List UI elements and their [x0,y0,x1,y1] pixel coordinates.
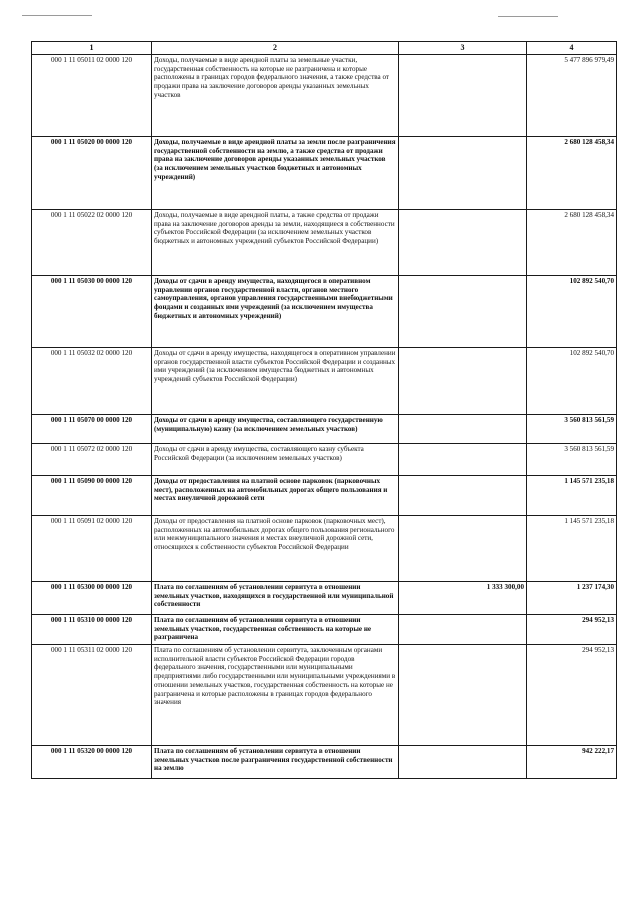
scan-artifact [498,16,558,17]
amount-col3 [399,55,527,137]
amount-col4: 2 680 128 458,34 [527,137,617,210]
scan-artifact [22,15,92,16]
amount-col3 [399,348,527,415]
amount-col3 [399,615,527,645]
revenue-code: 000 1 11 05310 00 0000 120 [32,615,152,645]
revenue-code: 000 1 11 05072 02 0000 120 [32,444,152,476]
table-header-row [32,42,617,55]
revenue-code: 000 1 11 05300 00 0000 120 [32,582,152,615]
table-row [32,137,617,210]
table-row [32,516,617,582]
revenue-code: 000 1 11 05020 00 0000 120 [32,137,152,210]
table-row [32,276,617,348]
amount-col4: 3 560 813 561,59 [527,444,617,476]
amount-col4: 294 952,13 [527,615,617,645]
revenue-code: 000 1 11 05090 00 0000 120 [32,476,152,516]
table-row [32,55,617,137]
revenue-name: Плата по соглашениям об установлении сервитута в отношении земельных участков, находящихся в государственной или муниципальной собственности [152,582,399,615]
amount-col3 [399,210,527,276]
table-row [32,645,617,746]
revenue-name: Доходы, получаемые в виде арендной платы за земельные участки, государственная собственность на которые не разграничена и которые расположены в границах городов федерального значения, а также средства от продажи права на заключение договоров аренды указанных земельных участков [152,55,399,137]
revenue-name: Плата по соглашениям об установлении сервитута, заключенным органами исполнительной власти субъектов Российской Федерации городов федерального значения, государственными или муниципальными предприятиями либо государственными или муниципальными учреждениями в отношении земельных участков, государственная собственность на которые не разграничена и которые расположены в границах городов федерального значения [152,645,399,746]
amount-col4: 1 145 571 235,18 [527,476,617,516]
header-col-3: 3 [399,42,527,55]
revenue-table [31,41,617,779]
table-row [32,746,617,779]
revenue-name: Доходы от предоставления на платной основе парковок (парковочных мест), расположенных на автомобильных дорогах общего пользования и местах внеуличной дорожной сети [152,476,399,516]
revenue-code: 000 1 11 05070 00 0000 120 [32,415,152,444]
table-row [32,210,617,276]
amount-col3: 1 333 300,00 [399,582,527,615]
revenue-code: 000 1 11 05030 00 0000 120 [32,276,152,348]
amount-col3 [399,276,527,348]
amount-col4: 1 145 571 235,18 [527,516,617,582]
amount-col3 [399,415,527,444]
header-col-2: 2 [152,42,399,55]
revenue-name: Доходы от предоставления на платной основе парковок (парковочных мест), расположенных на автомобильных дорогах общего пользования регионального или межмуниципального значения и местах внеуличной дорожной сети, относящихся к собственности субъектов Российской Федерации [152,516,399,582]
revenue-code: 000 1 11 05011 02 0000 120 [32,55,152,137]
table-row [32,582,617,615]
amount-col3 [399,746,527,779]
table-row [32,444,617,476]
amount-col4: 294 952,13 [527,645,617,746]
amount-col4: 102 892 540,70 [527,348,617,415]
amount-col4: 3 560 813 561,59 [527,415,617,444]
revenue-code: 000 1 11 05320 00 0000 120 [32,746,152,779]
revenue-name: Доходы от сдачи в аренду имущества, составляющего казну субъекта Российской Федерации (за исключением земельных участков) [152,444,399,476]
revenue-name: Доходы от сдачи в аренду имущества, находящегося в оперативном управлении органов государственной власти субъектов Российской Федерации и созданных ими учреждений (за исключением имущества бюджетных и автономных учреждений субъектов Российской Федерации) [152,348,399,415]
amount-col4: 1 237 174,30 [527,582,617,615]
revenue-name: Плата по соглашениям об установлении сервитута в отношении земельных участков после разграничения государственной собственности на землю [152,746,399,779]
amount-col4: 2 680 128 458,34 [527,210,617,276]
table-row [32,615,617,645]
amount-col3 [399,516,527,582]
table-row [32,348,617,415]
amount-col4: 5 477 896 979,49 [527,55,617,137]
revenue-code: 000 1 11 05311 02 0000 120 [32,645,152,746]
amount-col4: 942 222,17 [527,746,617,779]
amount-col3 [399,645,527,746]
amount-col4: 102 892 540,70 [527,276,617,348]
revenue-code: 000 1 11 05091 02 0000 120 [32,516,152,582]
amount-col3 [399,444,527,476]
amount-col3 [399,476,527,516]
header-col-1: 1 [32,42,152,55]
revenue-name: Доходы, получаемые в виде арендной платы, а также средства от продажи права на заключение договоров аренды за земли, находящиеся в собственности субъектов Российской Федерации (за исключением земельных участков бюджетных и автономных учреждений субъектов Российской Федерации) [152,210,399,276]
table-row [32,476,617,516]
header-col-4: 4 [527,42,617,55]
revenue-name: Плата по соглашениям об установлении сервитута в отношении земельных участков, государственная собственность на которые не разграничена [152,615,399,645]
revenue-name: Доходы, получаемые в виде арендной платы за земли после разграничения государственной собственности на землю, а также средства от продажи права на заключение договоров аренды указанных земельных участков (за исключением земельных участков бюджетных и автономных учреждений) [152,137,399,210]
amount-col3 [399,137,527,210]
revenue-code: 000 1 11 05022 02 0000 120 [32,210,152,276]
revenue-name: Доходы от сдачи в аренду имущества, находящегося в оперативном управлении органов государственной власти, органов местного самоуправления, органов управления государственными внебюджетными фондами и созданных ими учреждений (за исключением имущества бюджетных и автономных учреждений) [152,276,399,348]
revenue-name: Доходы от сдачи в аренду имущества, составляющего государственную (муниципальную) казну (за исключением земельных участков) [152,415,399,444]
table-row [32,415,617,444]
revenue-code: 000 1 11 05032 02 0000 120 [32,348,152,415]
